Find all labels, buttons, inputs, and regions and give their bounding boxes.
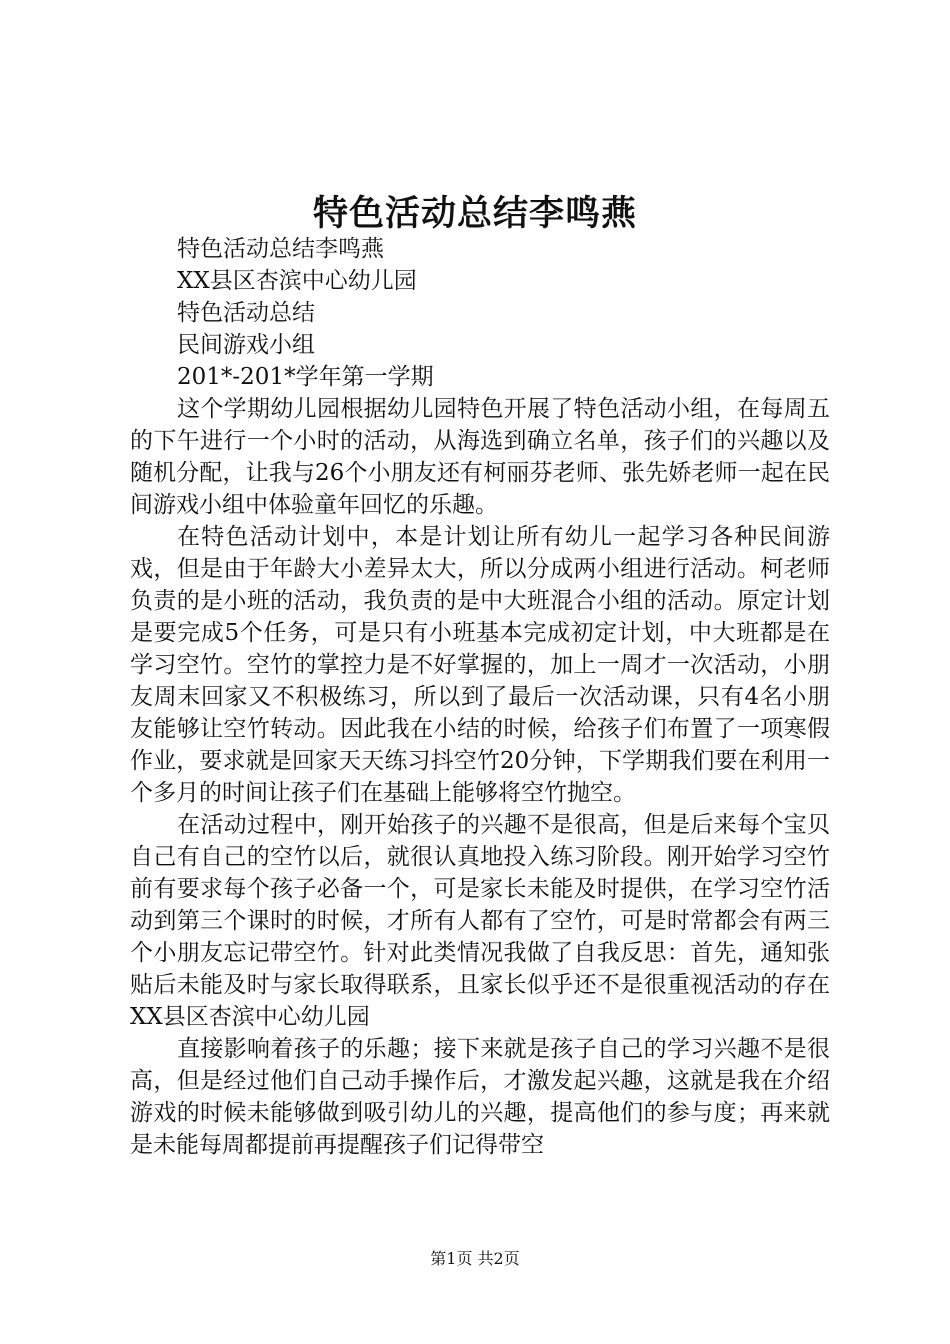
paragraph-reflection: 直接影响着孩子的乐趣；接下来就是孩子自己的学习兴趣不是很高，但是经过他们自己动手操作后，才激发起兴趣，这就是我在介绍游戏的时候未能够做到吸引幼儿的兴趣，提高他们的参与度；再来就是未能每周都提前再提醒孩子们记得带空	[130, 1036, 830, 1158]
meta-line-summary: 特色活动总结	[177, 300, 315, 326]
paragraph-process: 在活动过程中，刚开始孩子的兴趣不是很高，但是后来每个宝贝自己有自己的空竹以后，就很认真地投入练习阶段。刚开始学习空竹前有要求每个孩子必备一个，可是家长未能及时提供，在学习空竹活动到第三个课时的时候，才所有人都有了空竹，可是时常都会有两三个小朋友忘记带空竹。针对此类情况我做了自我反思：首先，通知张贴后未能及时与家长取得联系，且家长似乎还不是很重视活动的存在XX县区杏滨中心幼儿园	[130, 812, 830, 1030]
paragraph-plan: 在特色活动计划中，本是计划让所有幼儿一起学习各种民间游戏，但是由于年龄大小差异太大，所以分成两小组进行活动。柯老师负责的是小班的活动，我负责的是中大班混合小组的活动。原定计划是要完成5个任务，可是只有小班基本完成初定计划，中大班都是在学习空竹。空竹的掌控力是不好掌握的，加上一周才一次活动，小朋友周末回家又不积极练习，所以到了最后一次活动课，只有4名小朋友能够让空竹转动。因此我在小结的时候，给孩子们布置了一项寒假作业，要求就是回家天天练习抖空竹20分钟，下学期我们要在利用一个多月的时间让孩子们在基础上能够将空竹抛空。	[130, 524, 830, 806]
meta-line-group: 民间游戏小组	[177, 332, 315, 358]
paragraph-intro: 这个学期幼儿园根据幼儿园特色开展了特色活动小组，在每周五的下午进行一个小时的活动，从海选到确立名单，孩子们的兴趣以及随机分配，让我与26个小朋友还有柯丽芬老师、张先娇老师一起在民间游戏小组中体验童年回忆的乐趣。	[130, 396, 830, 518]
meta-line-term: 201*-201*学年第一学期	[177, 364, 434, 390]
meta-line-title: 特色活动总结李鸣燕	[177, 236, 384, 262]
document-body	[130, 233, 830, 1161]
document-title: 特色活动总结李鸣燕	[312, 193, 637, 234]
page-footer: 第1页 共2页	[430, 1249, 520, 1268]
meta-line-school: XX县区杏滨中心幼儿园	[177, 268, 417, 294]
